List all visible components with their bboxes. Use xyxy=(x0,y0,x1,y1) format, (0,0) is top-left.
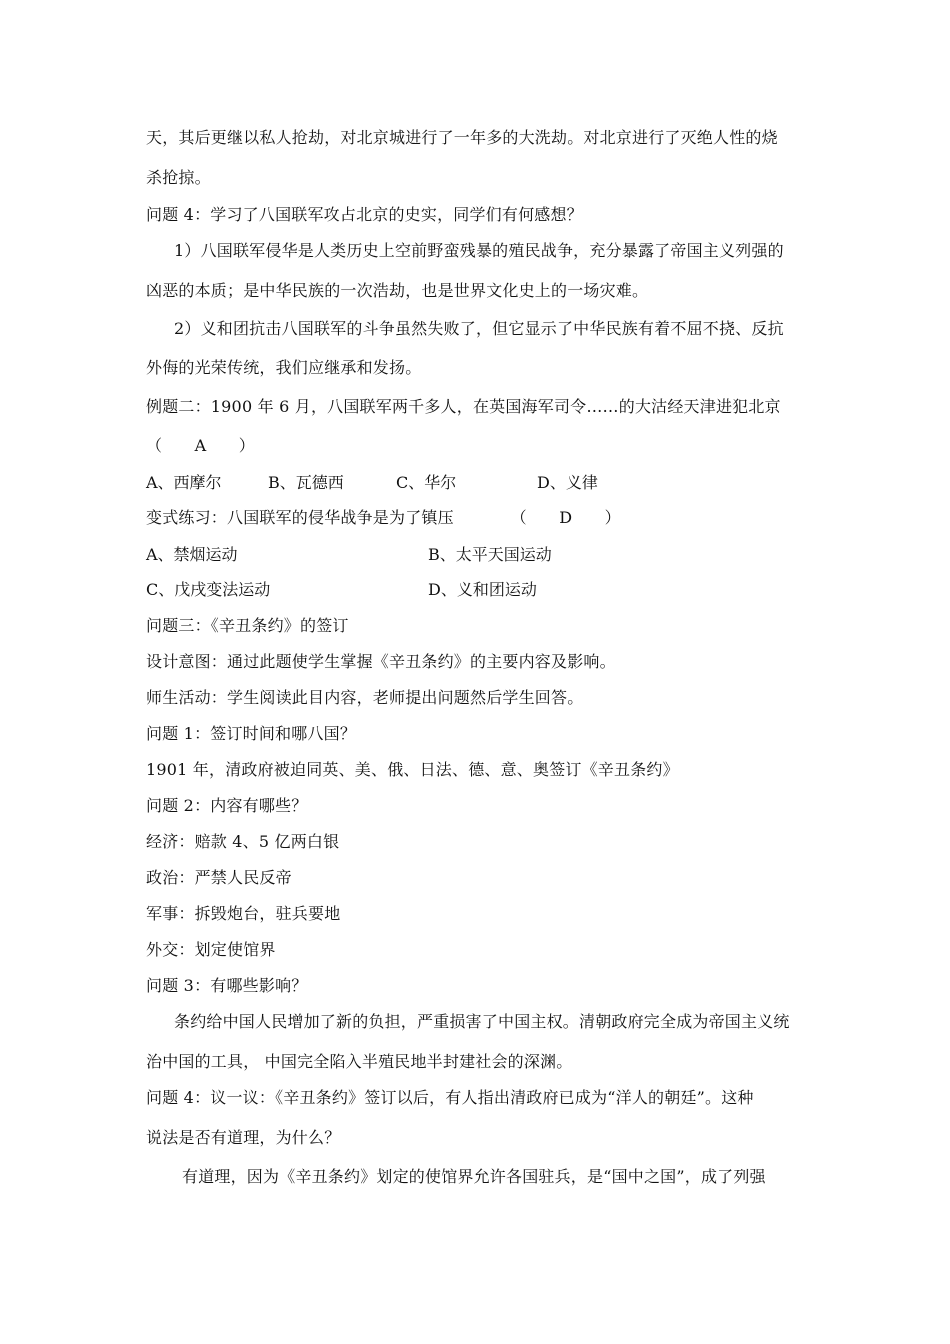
text-line: 设计意图：通过此题使学生掌握《辛丑条约》的主要内容及影响。 xyxy=(146,652,616,671)
text-line: 政治：严禁人民反帝 xyxy=(146,868,292,887)
text-line: 说法是否有道理，为什么？ xyxy=(146,1128,341,1147)
text-line: 杀抢掠。 xyxy=(146,168,211,187)
text-line: 治中国的工具， 中国完全陷入半殖民地半封建社会的深渊。 xyxy=(146,1052,573,1071)
example-question: 例题二：1900 年 6 月，八国联军两千多人，在英国海军司令……的大沽经天津进犯北京 xyxy=(146,397,781,416)
text-line: 天，其后更继以私人抢劫，对北京城进行了一年多的大洗劫。对北京进行了灭绝人性的烧 xyxy=(146,128,778,147)
example-answer: （ A ） xyxy=(146,436,255,455)
section-heading: 问题三：《辛丑条约》的签订 xyxy=(146,616,349,635)
text-line: 凶恶的本质；是中华民族的一次浩劫，也是世界文化史上的一场灾难。 xyxy=(146,281,649,300)
text-line: 外交：划定使馆界 xyxy=(146,940,276,959)
text-line: 师生活动：学生阅读此目内容，老师提出问题然后学生回答。 xyxy=(146,688,584,707)
text-line: 1）八国联军侵华是人类历史上空前野蛮残暴的殖民战争，充分暴露了帝国主义列强的 xyxy=(174,241,784,260)
question-heading: 问题 2：内容有哪些？ xyxy=(146,796,308,815)
example-option-d: D、义律 xyxy=(537,473,598,492)
text-line: 有道理，因为《辛丑条约》划定的使馆界允许各国驻兵，是“国中之国”，成了列强 xyxy=(182,1167,766,1186)
text-line: 外侮的光荣传统，我们应继承和发扬。 xyxy=(146,358,422,377)
question-heading: 问题 4：议一议：《辛丑条约》签订以后，有人指出清政府已成为“洋人的朝廷”。这种 xyxy=(146,1088,754,1107)
example-option-a: A、西摩尔 xyxy=(146,473,222,492)
text-line: 1901 年，清政府被迫同英、美、俄、日法、德、意、奥签订《辛丑条约》 xyxy=(146,760,679,779)
example-option-c: C、华尔 xyxy=(396,473,457,492)
text-line: 军事：拆毁炮台，驻兵要地 xyxy=(146,904,341,923)
variant-option-d: D、义和团运动 xyxy=(428,580,537,599)
question-heading: 问题 4：学习了八国联军攻占北京的史实，同学们有何感想？ xyxy=(146,205,583,224)
variant-option-a: A、禁烟运动 xyxy=(146,545,238,564)
question-heading: 问题 1：签订时间和哪八国？ xyxy=(146,724,357,743)
variant-question: 变式练习：八国联军的侵华战争是为了镇压 （ D ） xyxy=(146,508,621,527)
text-line: 经济：赔款 4、5 亿两白银 xyxy=(146,832,340,851)
text-line: 2）义和团抗击八国联军的斗争虽然失败了，但它显示了中华民族有着不屈不挠、反抗 xyxy=(174,319,784,338)
question-heading: 问题 3：有哪些影响？ xyxy=(146,976,308,995)
example-option-b: B、瓦德西 xyxy=(268,473,344,492)
text-line: 条约给中国人民增加了新的负担，严重损害了中国主权。清朝政府完全成为帝国主义统 xyxy=(174,1012,790,1031)
variant-option-b: B、太平天国运动 xyxy=(428,545,552,564)
variant-option-c: C、戊戌变法运动 xyxy=(146,580,271,599)
